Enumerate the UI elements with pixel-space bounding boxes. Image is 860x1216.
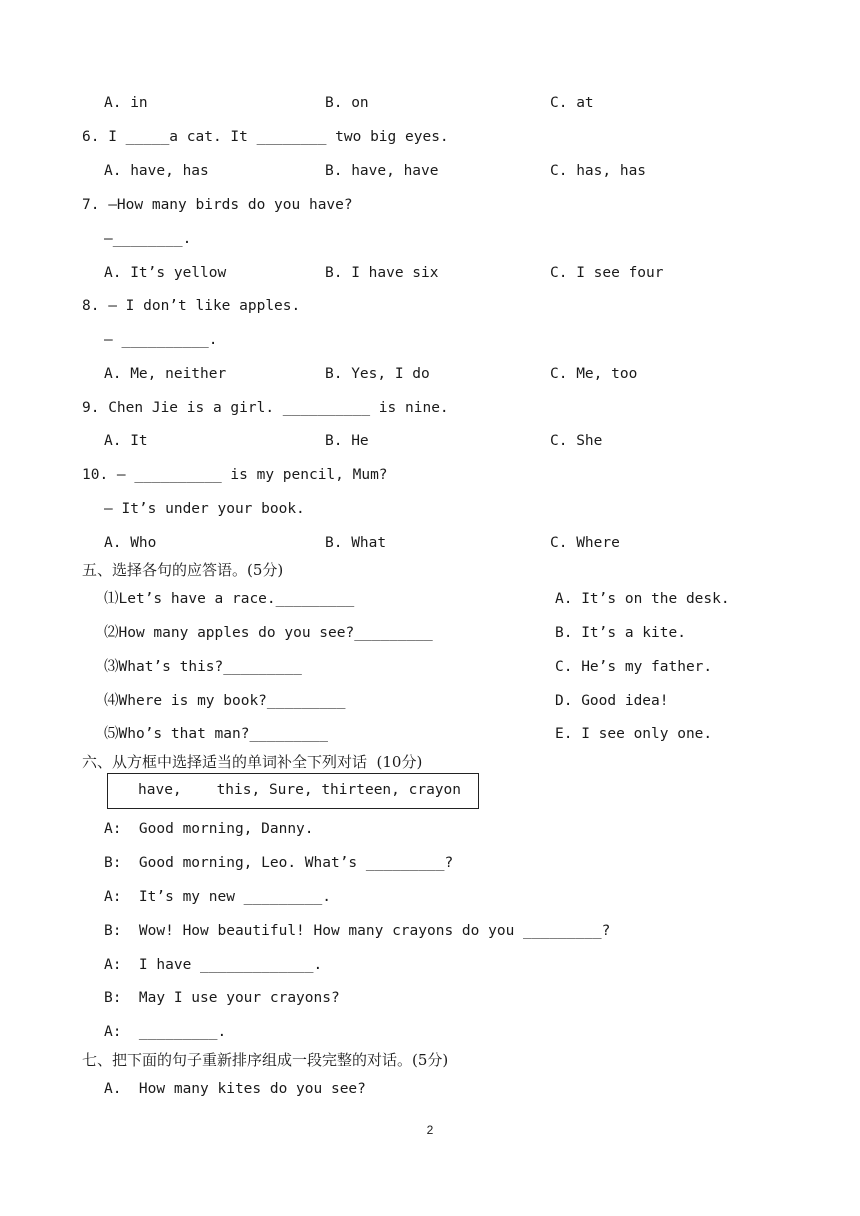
dialogue-line [0,818,860,840]
option-a: A. in [104,95,148,111]
matching-answer: B. It’s a kite. [555,625,686,641]
option-b: B. What [325,535,387,551]
question-10-options [0,532,860,554]
page-number: 2 [426,1123,434,1137]
reorder-item [0,1078,860,1100]
reorder-text: A. How many kites do you see? [104,1081,366,1097]
dialogue-text: A: Good morning, Danny. [104,821,314,837]
dialogue-line [0,954,860,976]
question-7 [0,194,860,216]
option-b: B. have, have [325,163,439,179]
option-c: C. I see four [550,265,664,281]
question-5-options [0,92,860,114]
dialogue-line [0,852,860,874]
question-text: 6. I _____a cat. It ________ two big eyes. [82,129,449,145]
section-title: 七、把下面的句子重新排序组成一段完整的对话。(5分) [82,1051,449,1069]
dialogue-line [0,987,860,1009]
section-title: 五、选择各句的应答语。(5分) [82,561,284,579]
matching-answer: C. He’s my father. [555,659,713,675]
question-7-options [0,262,860,284]
question-9 [0,397,860,419]
option-c: C. Where [550,535,620,551]
option-c: C. Me, too [550,366,638,382]
question-10-answer-line [0,498,860,520]
option-c: C. She [550,433,603,449]
dialogue-text: A: _________. [104,1024,227,1040]
dialogue-line [0,1021,860,1043]
dialogue-text: A: It’s my new _________. [104,889,331,905]
answer-blank: —________. [104,231,192,247]
matching-answer: A. It’s on the desk. [555,591,730,607]
question-text: 8. — I don’t like apples. [82,298,301,314]
section-7-title [0,1049,860,1071]
dialogue-text: B: May I use your crayons? [104,990,340,1006]
answer-blank: — __________. [104,332,218,348]
dialogue-line [0,920,860,942]
dialogue-text: B: Good morning, Leo. What’s _________? [104,855,454,871]
option-c: C. at [550,95,594,111]
question-8 [0,295,860,317]
question-8-answer-line [0,329,860,351]
section-5-row [0,723,860,745]
matching-question: ⑸Who’s that man?_________ [104,726,329,742]
option-a: A. It [104,433,148,449]
question-9-options [0,430,860,452]
option-b: B. I have six [325,265,439,281]
option-a: A. Who [104,535,157,551]
option-b: B. on [325,95,369,111]
option-c: C. has, has [550,163,647,179]
dialogue-text: A: I have _____________. [104,957,323,973]
question-text: 7. —How many birds do you have? [82,197,353,213]
section-6-title [0,751,860,773]
dialogue-text: B: Wow! How beautiful! How many crayons do you _________? [104,923,611,939]
option-a: A. It’s yellow [104,265,227,281]
question-6 [0,126,860,148]
dialogue-line [0,886,860,908]
section-title: 六、从方框中选择适当的单词补全下列对话 (10分) [82,753,423,771]
matching-answer: D. Good idea! [555,693,669,709]
section-5-row [0,622,860,644]
section-5-row [0,588,860,610]
matching-question: ⑵How many apples do you see?_________ [104,625,433,641]
matching-question: ⑶What’s this?_________ [104,659,302,675]
word-box: have, this, Sure, thirteen, crayon [107,773,479,809]
option-b: B. He [325,433,369,449]
section-5-row [0,690,860,712]
answer-line: — It’s under your book. [104,501,305,517]
matching-answer: E. I see only one. [555,726,713,742]
question-8-options [0,363,860,385]
matching-question: ⑷Where is my book?_________ [104,693,346,709]
option-a: A. Me, neither [104,366,227,382]
option-b: B. Yes, I do [325,366,430,382]
matching-question: ⑴Let’s have a race._________ [104,591,355,607]
option-a: A. have, has [104,163,209,179]
question-6-options [0,160,860,182]
question-10 [0,464,860,486]
section-5-row [0,656,860,678]
question-7-answer-line [0,228,860,250]
question-text: 9. Chen Jie is a girl. __________ is nine. [82,400,449,416]
section-5-title [0,559,860,581]
question-text: 10. — __________ is my pencil, Mum? [82,467,388,483]
